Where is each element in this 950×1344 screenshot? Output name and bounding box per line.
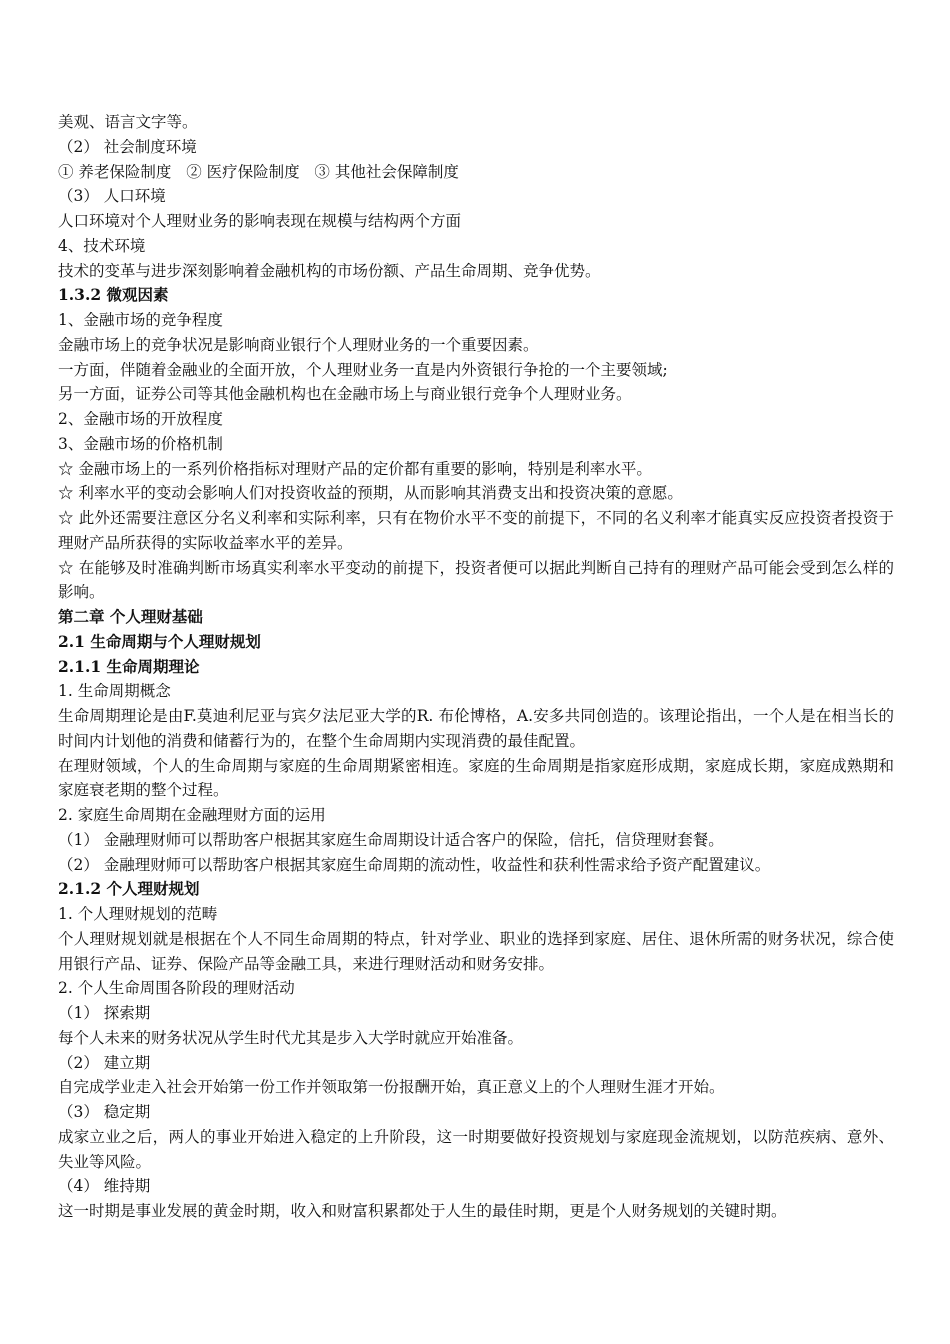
text-line: 人口环境对个人理财业务的影响表现在规模与结构两个方面	[58, 212, 462, 230]
text-line: 3、金融市场的价格机制	[58, 434, 223, 453]
text-line: ☆ 金融市场上的一系列价格指标对理财产品的定价都有重要的影响，特别是利率水平。	[58, 459, 652, 478]
text-line: （1） 金融理财师可以帮助客户根据其家庭生命周期设计适合客户的保险，信托，信贷理财套餐。	[58, 830, 724, 849]
text-line: 2. 家庭生命周期在金融理财方面的运用	[58, 806, 326, 824]
section-heading: 第二章 个人理财基础	[58, 607, 203, 626]
text-line: 成家立业之后，两人的事业开始进入稳定的上升阶段，这一时期要做好投资规划与家庭现金流规划，以防范疾病、意外、失业等风险。	[58, 1127, 894, 1171]
text-line: （4） 维持期	[58, 1177, 151, 1196]
section-heading: 2.1.2 个人理财规划	[58, 879, 200, 899]
text-line: 2. 个人生命周围各阶段的理财活动	[58, 979, 295, 998]
text-line: （2） 金融理财师可以帮助客户根据其家庭生命周期的流动性，收益性和获利性需求给予资产配置建议。	[58, 855, 771, 874]
text-line: ① 养老保险制度 ② 医疗保险制度 ③ 其他社会保障制度	[58, 162, 459, 181]
text-line: ☆ 在能够及时准确判断市场真实利率水平变动的前提下，投资者便可以据此判断自己持有的理财产品可能会受到怎么样的影响。	[58, 558, 894, 602]
text-line: 金融市场上的竞争状况是影响商业银行个人理财业务的一个重要因素。	[58, 335, 539, 354]
text-line: ☆ 此外还需要注意区分名义利率和实际利率，只有在物价水平不变的前提下，不同的名义利率才能真实反应投资者投资于理财产品所获得的实际收益率水平的差异。	[58, 509, 894, 552]
text-line: 每个人未来的财务状况从学生时代尤其是步入大学时就应开始准备。	[58, 1028, 524, 1047]
text-line: 1. 个人理财规划的范畴	[58, 905, 218, 923]
text-line: 美观、语言文字等。	[58, 113, 198, 131]
text-line: 自完成学业走入社会开始第一份工作并领取第一份报酬开始，真正意义上的个人理财生涯才开始。	[58, 1078, 725, 1097]
text-line: 另一方面，证券公司等其他金融机构也在金融市场上与商业银行竞争个人理财业务。	[58, 385, 632, 404]
document-page	[58, 110, 894, 1224]
text-line: 个人理财规划就是根据在个人不同生命周期的特点，针对学业、职业的选择到家庭、居住、退休所需的财务状况，综合使用银行产品、证券、保险产品等金融工具，来进行理财活动和财务安排。	[58, 929, 894, 973]
text-line: 4、技术环境	[58, 236, 146, 255]
text-line: （3） 稳定期	[58, 1103, 151, 1121]
section-heading: 1.3.2 微观因素	[58, 285, 169, 305]
section-heading: 2.1.1 生命周期理论	[58, 656, 200, 676]
text-line: （1） 探索期	[58, 1004, 151, 1022]
text-line: 生命周期理论是由F.莫迪利尼亚与宾夕法尼亚大学的R. 布伦博格，A.安多共同创造的。该理论指出，一个人是在相当长的时间内计划他的消费和储蓄行为的，在整个生命周期内实现消费的最佳配置。	[58, 707, 894, 750]
text-line: 2、金融市场的开放程度	[58, 410, 223, 428]
text-line: 1. 生命周期概念	[58, 682, 171, 701]
text-line: 技术的变革与进步深刻影响着金融机构的市场份额、产品生命周期、竞争优势。	[58, 261, 601, 280]
text-line: （2） 建立期	[58, 1053, 151, 1072]
text-line: （2） 社会制度环境	[58, 137, 197, 156]
section-heading: 2.1 生命周期与个人理财规划	[58, 631, 261, 651]
text-line: 1、金融市场的竞争程度	[58, 311, 223, 329]
text-line: 这一时期是事业发展的黄金时期，收入和财富积累都处于人生的最佳时期，更是个人财务规划的关键时期。	[58, 1202, 787, 1220]
text-line: 一方面，伴随着金融业的全面开放，个人理财业务一直是内外资银行争抢的一个主要领域;	[58, 360, 668, 379]
text-line: ☆ 利率水平的变动会影响人们对投资收益的预期，从而影响其消费支出和投资决策的意愿。	[58, 484, 683, 503]
text-line: （3） 人口环境	[58, 187, 166, 206]
text-line: 在理财领域，个人的生命周期与家庭的生命周期紧密相连。家庭的生命周期是指家庭形成期，家庭成长期，家庭成熟期和家庭衰老期的整个过程。	[58, 756, 894, 800]
